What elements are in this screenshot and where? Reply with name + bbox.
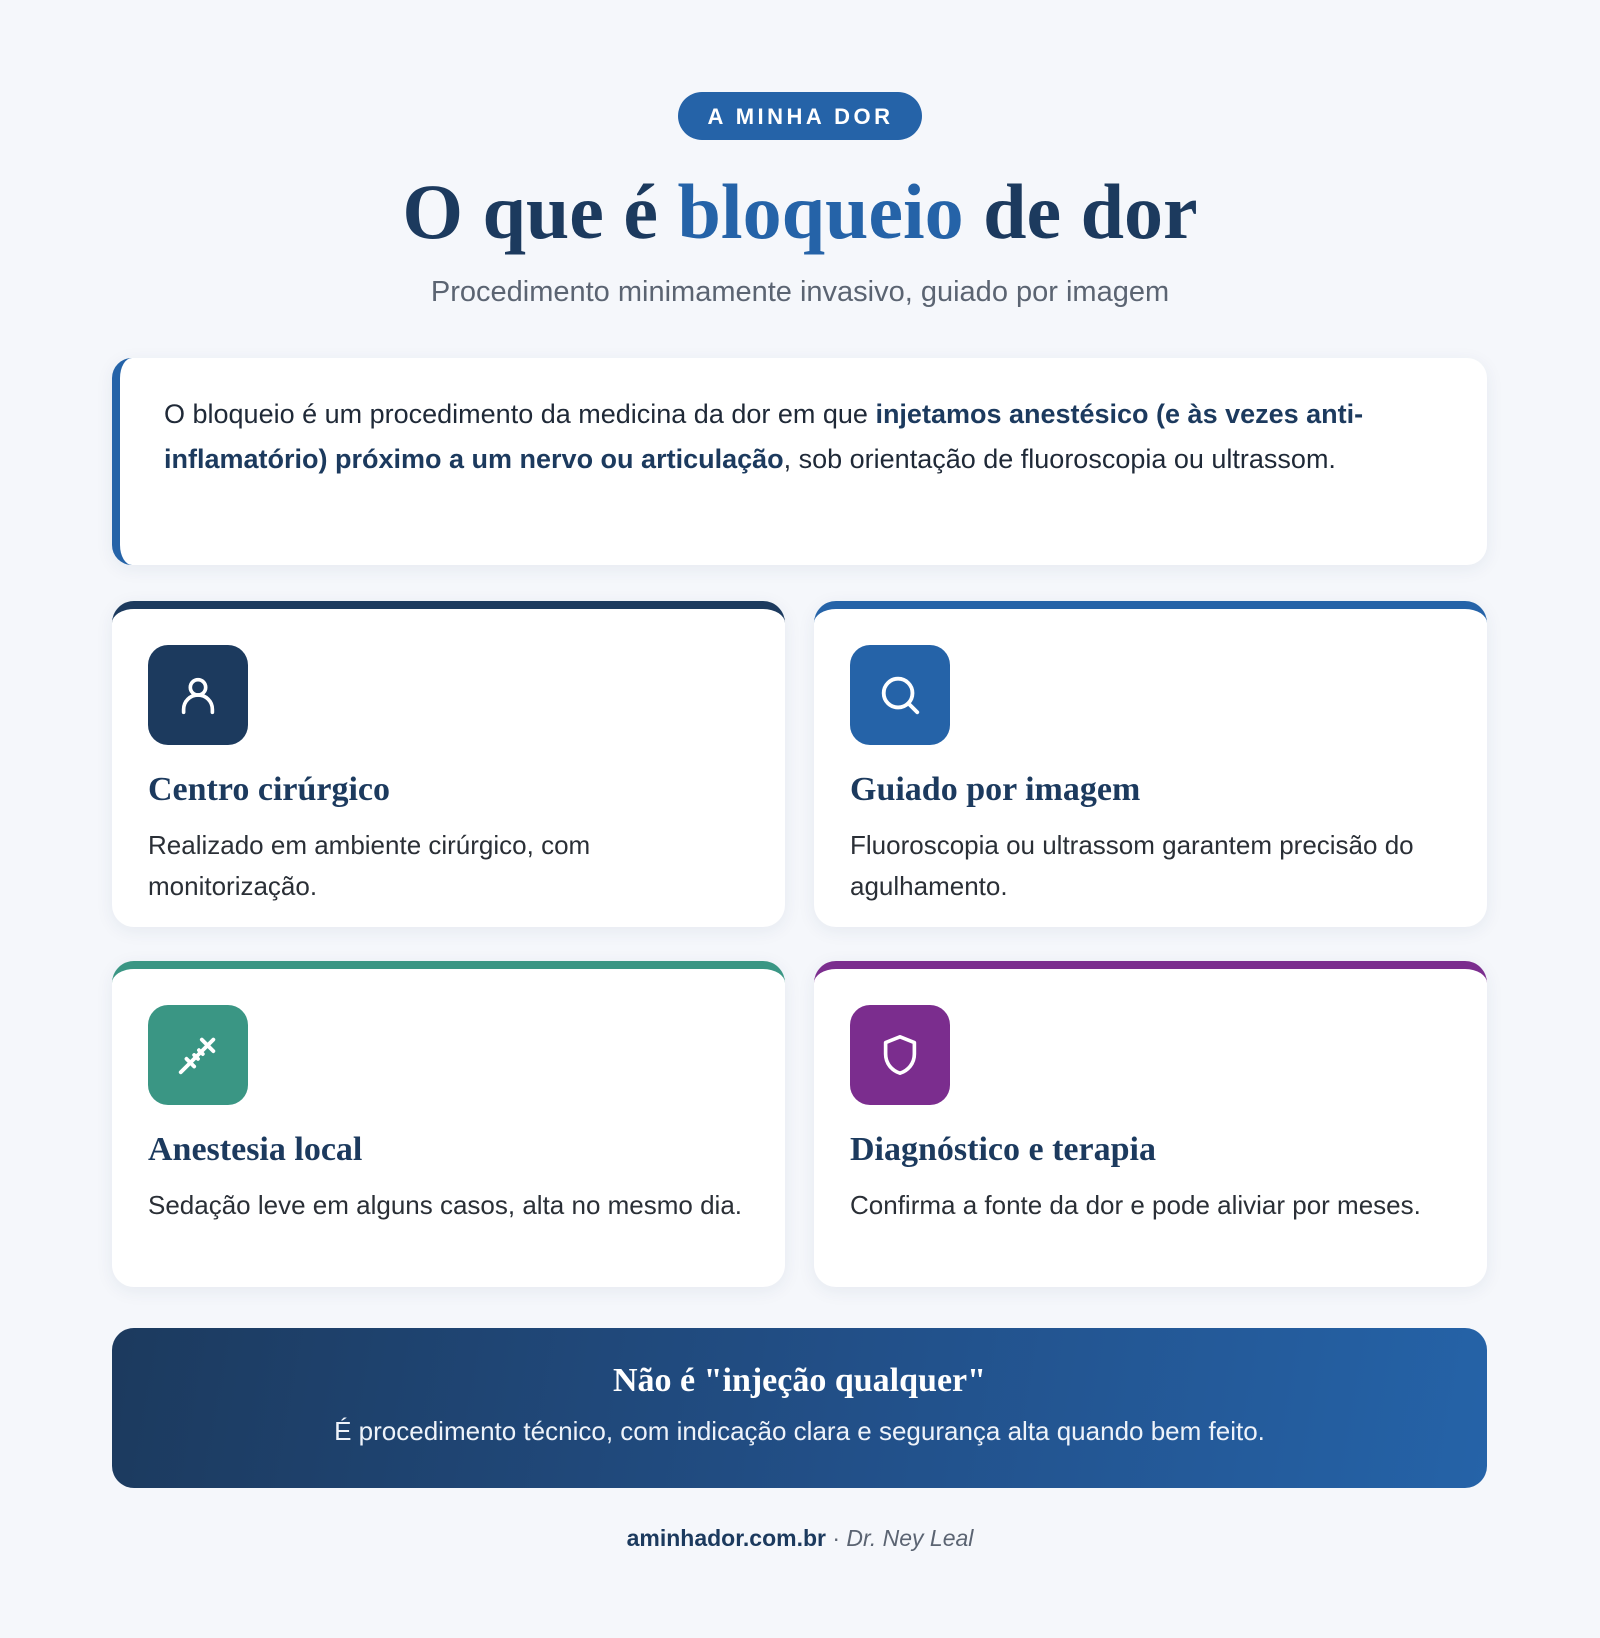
card-guiado-por-imagem bbox=[814, 601, 1487, 927]
card-title: Centro cirúrgico bbox=[148, 771, 391, 808]
footer-author: Dr. Ney Leal bbox=[846, 1525, 974, 1551]
user-icon bbox=[148, 645, 248, 745]
card-title: Anestesia local bbox=[148, 1131, 363, 1168]
title-after: de dor bbox=[963, 168, 1198, 255]
card-diagnostico-e-terapia bbox=[814, 961, 1487, 1287]
badge-wrap bbox=[0, 92, 1600, 140]
card-text: Realizado em ambiente cirúrgico, com monitorização. bbox=[148, 830, 591, 901]
card-title: Diagnóstico e terapia bbox=[850, 1131, 1156, 1168]
footer bbox=[0, 1523, 1600, 1553]
footer-site-link[interactable]: aminhador.com.br bbox=[626, 1525, 826, 1551]
intro-text-start: O bloqueio é um procedimento da medicina da dor em que bbox=[164, 399, 876, 429]
category-badge: A MINHA DOR bbox=[678, 92, 923, 140]
card-text: Sedação leve em alguns casos, alta no mesmo dia. bbox=[148, 1190, 743, 1220]
title-before: O que é bbox=[402, 168, 678, 255]
intro-box bbox=[112, 358, 1487, 565]
banner-text: É procedimento técnico, com indicação clara e segurança alta quando bem feito. bbox=[334, 1416, 1265, 1446]
title-accent: bloqueio bbox=[677, 168, 964, 255]
highlight-banner bbox=[112, 1328, 1487, 1488]
page-title bbox=[0, 162, 1600, 262]
card-title: Guiado por imagem bbox=[850, 771, 1141, 808]
search-icon bbox=[850, 645, 950, 745]
card-text: Confirma a fonte da dor e pode aliviar por meses. bbox=[850, 1190, 1421, 1220]
card-anestesia-local bbox=[112, 961, 785, 1287]
page-subtitle: Procedimento minimamente invasivo, guiado por imagem bbox=[430, 276, 1170, 308]
footer-separator: · bbox=[825, 1525, 847, 1551]
card-centro-cirurgico bbox=[112, 601, 785, 927]
banner-title: Não é "injeção qualquer" bbox=[612, 1362, 987, 1399]
intro-text-end: , sob orientação de fluoroscopia ou ultrassom. bbox=[783, 444, 1336, 474]
card-text: Fluoroscopia ou ultrassom garantem precisão do agulhamento. bbox=[850, 830, 1414, 901]
shield-icon bbox=[850, 1005, 950, 1105]
syringe-icon bbox=[148, 1005, 248, 1105]
intro-text-highlight: injetamos anestésico (e às vezes anti-inflamatório) próximo a um nervo ou articulação bbox=[164, 399, 1364, 474]
